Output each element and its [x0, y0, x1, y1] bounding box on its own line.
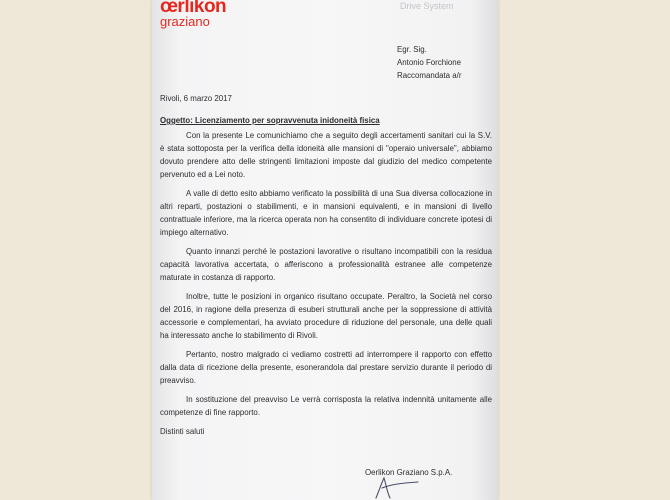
letter-date: Rivoli, 6 marzo 2017 — [160, 94, 232, 103]
paragraph: Con la presente Le comunichiamo che a seguito degli accertamenti sanitari cui la S.V. è stata sottoposta per la verifica della idoneità alle mansioni di "operaio universale", abbiamo dovuto prendere atto delle stringenti limitazioni imposte dal giudizio del medico competente pervenuto ed a Lei noto. — [160, 131, 492, 179]
signer-name: Oerlikon Graziano S.p.A. — [365, 468, 453, 477]
paragraph: A valle di detto esito abbiamo verificato la possibilità di una Sua diversa collocazione in altri reparti, postazioni o stabilimenti, e in mansioni equivalenti, e in mansioni di livello contrattuale inferiore, ma la ricerca operata non ha consentito di individuare concrete ipotesi di impiego alternativo. — [160, 189, 492, 237]
header-faint-text: Drive System — [400, 1, 454, 11]
letter-subject: Oggetto: Licenziamento per sopravvenuta inidoneità fisica — [160, 116, 380, 125]
paragraph: Quanto innanzi perché le postazioni lavorative o risultano incompatibili con la residua capacità lavorativa accertata, o afferiscono a professionalità estranee alle competenze maturate in costanza di rapporto. — [160, 247, 492, 282]
letter-body — [160, 129, 492, 438]
company-logo — [160, 0, 226, 28]
recipient-salutation: Egr. Sig. — [397, 45, 427, 54]
recipient-name: Antonio Forchione — [397, 58, 462, 67]
paragraph: In sostituzione del preavviso Le verrà corrisposta la relativa indennità unitamente alle competenze di fine rapporto. — [160, 395, 492, 417]
paragraph: Inoltre, tutte le posizioni in organico risultano occupate. Peraltro, la Società nel corso del 2016, in ragione della presenza di esuberi strutturali anche per la soppressione di attività accessorie e complementari, ha avviato procedure di riduzione del personale, una delle quali ha interessato anche lo stabilimento di Rivoli. — [160, 292, 492, 340]
handwritten-signature — [362, 474, 422, 500]
recipient-block — [397, 43, 461, 82]
letter-page — [152, 0, 498, 500]
letter-closing: Distinti saluti — [160, 427, 205, 436]
recipient-delivery: Raccomandata a/r — [397, 71, 462, 80]
logo-sub: graziano — [160, 14, 210, 29]
logo-brand: œrlikon — [160, 0, 227, 17]
paragraph: Pertanto, nostro malgrado ci vediamo costretti ad interrompere il rapporto con effetto dalla data di ricezione della presente, esonerandola dal prestare servizio durante il periodo di preavviso. — [160, 350, 492, 385]
